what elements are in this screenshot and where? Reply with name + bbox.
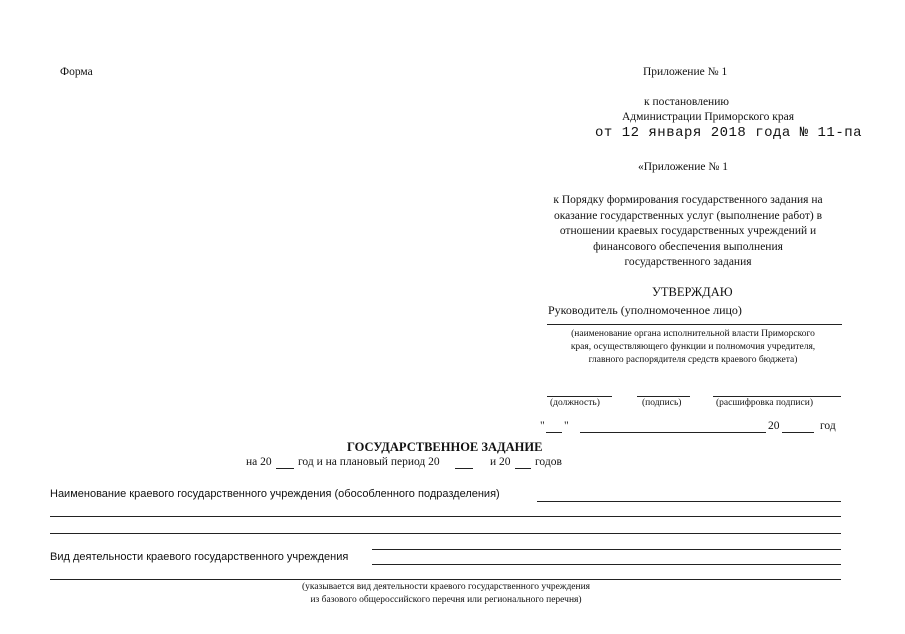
date-month-line — [580, 432, 766, 433]
authority-caption-line: главного распорядителя средств краевого бюджета) — [588, 355, 798, 365]
signature-decoding-line — [713, 396, 841, 397]
authority-caption — [540, 328, 846, 367]
order-line: государственного задания — [624, 256, 752, 268]
position-line — [547, 396, 612, 397]
activity-type-line-2 — [50, 579, 841, 580]
quote-appendix-title: «Приложение № 1 — [638, 161, 728, 173]
date-year-prefix: 20 — [768, 420, 780, 432]
order-line: отношении краевых государственных учреждений и — [559, 225, 817, 237]
date-day-line — [546, 432, 562, 433]
period-on: на 20 — [246, 456, 272, 468]
period-years: годов — [535, 456, 562, 468]
period-plan-year-line — [455, 468, 473, 469]
activity-note-line: из базового общероссийского перечня или регионального перечня) — [310, 594, 582, 605]
form-label: Форма — [60, 66, 93, 78]
position-caption: (должность) — [550, 398, 600, 408]
date-open-quote: " — [540, 420, 545, 432]
appendix-title: Приложение № 1 — [643, 66, 728, 78]
authority-line — [547, 324, 842, 325]
approve-heading: УТВЕРЖДАЮ — [652, 285, 733, 299]
activity-note-line: (указывается вид деятельности краевого государственного учреждения — [301, 582, 591, 592]
institution-name-line-3 — [50, 533, 841, 534]
period-and: и 20 — [490, 456, 511, 468]
order-reference — [528, 193, 848, 271]
authority-caption-line: (наименование органа исполнительной власти Приморского — [571, 329, 815, 339]
period-year-line — [276, 468, 294, 469]
signature-caption: (подпись) — [642, 398, 682, 408]
signature-decoding-caption: (расшифровка подписи) — [716, 398, 813, 408]
period-year-text: год и на плановый период 20 — [298, 456, 440, 468]
administration: Администрации Приморского края — [622, 111, 794, 123]
date-year-line — [782, 432, 814, 433]
order-line: финансового обеспечения выполнения — [593, 240, 783, 253]
institution-name-line-2 — [50, 516, 841, 517]
signature-line — [637, 396, 690, 397]
date-close-quote: " — [564, 420, 569, 432]
head-label: Руководитель (уполномоченное лицо) — [548, 303, 742, 317]
institution-name-line — [537, 501, 841, 502]
activity-note — [270, 581, 622, 606]
date-year-suffix: год — [820, 420, 836, 432]
order-line: к Порядку формирования государственного задания на — [553, 194, 823, 206]
resolution-date-number: от 12 января 2018 года № 11-па — [595, 125, 863, 141]
authority-caption-line: края, осуществляющего функции и полномочия учредителя, — [570, 342, 816, 352]
activity-type-line — [372, 564, 841, 565]
institution-name-label: Наименование краевого государственного учреждения (обособленного подразделения) — [50, 488, 500, 500]
document-title: ГОСУДАРСТВЕННОЕ ЗАДАНИЕ — [347, 440, 543, 454]
to-resolution: к постановлению — [644, 96, 729, 108]
activity-type-line-top — [372, 549, 841, 550]
order-line: оказание государственных услуг (выполнение работ) в — [553, 209, 823, 222]
activity-type-label: Вид деятельности краевого государственного учреждения — [50, 551, 349, 563]
period-plan-year2-line — [515, 468, 531, 469]
